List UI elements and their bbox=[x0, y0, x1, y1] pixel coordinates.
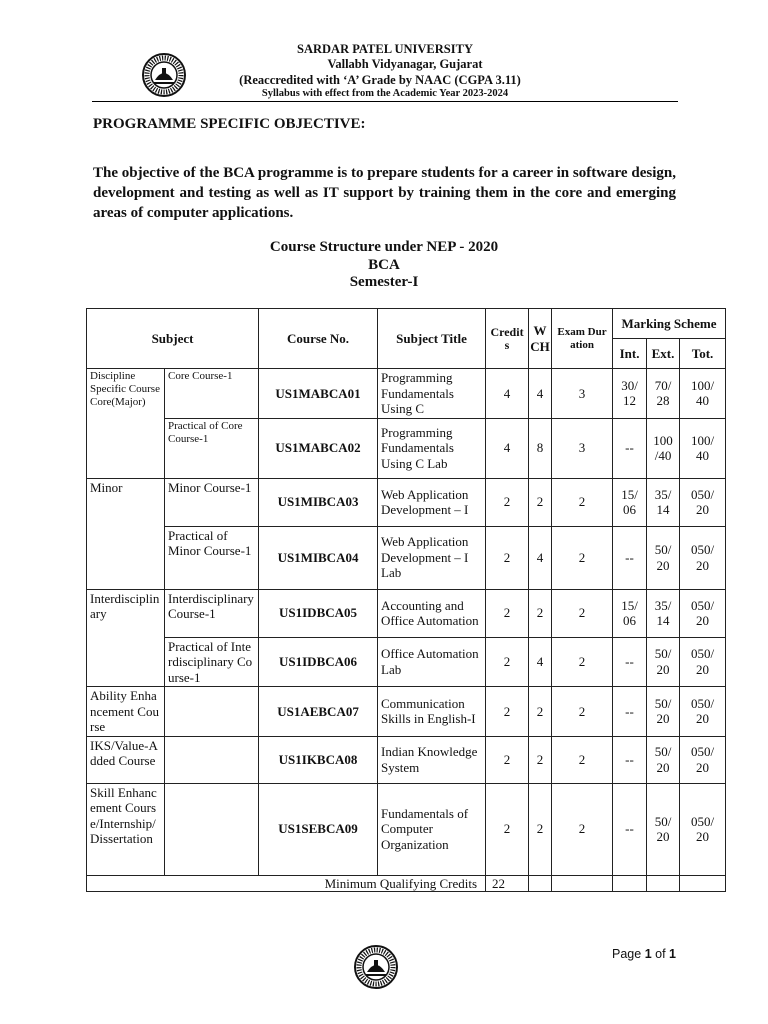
tot-marks: 050/ 20 bbox=[680, 526, 726, 589]
int-marks: -- bbox=[613, 783, 647, 875]
course-type: Core Course-1 bbox=[165, 369, 259, 419]
ext-marks: 100 /40 bbox=[647, 418, 680, 478]
header-subject-title: Subject Title bbox=[378, 309, 486, 369]
course-title: Communication Skills in English-I bbox=[378, 687, 486, 737]
int-marks: -- bbox=[613, 418, 647, 478]
course-code: US1MIBCA03 bbox=[259, 478, 378, 526]
course-type: Minor Course-1 bbox=[165, 478, 259, 526]
page-prefix: Page bbox=[612, 947, 642, 961]
course-type bbox=[165, 687, 259, 737]
objective-paragraph: The objective of the BCA programme is to prepare students for a career in software design, development and testing as well as IT support by training them in the core and emerging areas of computer applications. bbox=[93, 165, 676, 221]
course-code: US1MABCA01 bbox=[259, 369, 378, 419]
page-total: 1 bbox=[669, 947, 676, 961]
page-current: 1 bbox=[644, 947, 652, 961]
exam-duration: 2 bbox=[552, 526, 613, 589]
course-title: Web Application Development – I bbox=[378, 478, 486, 526]
course-title: Programming Fundamentals Using C Lab bbox=[378, 418, 486, 478]
credits: 2 bbox=[486, 687, 529, 737]
semester-label: Semester-I bbox=[349, 274, 419, 290]
int-marks: 30/ 12 bbox=[613, 369, 647, 419]
course-structure-table bbox=[86, 308, 726, 892]
exam-duration: 2 bbox=[552, 637, 613, 687]
table-row bbox=[87, 589, 726, 637]
credits: 4 bbox=[486, 418, 529, 478]
course-title: Office Automation Lab bbox=[378, 637, 486, 687]
ext-marks: 50/ 20 bbox=[647, 783, 680, 875]
wch: 4 bbox=[529, 369, 552, 419]
int-marks: 15/ 06 bbox=[613, 589, 647, 637]
credits: 2 bbox=[486, 589, 529, 637]
group-skill-enhancement: Skill Enhancement Course/Internship/Dissertation bbox=[87, 783, 165, 875]
tot-marks: 050/ 20 bbox=[680, 783, 726, 875]
ext-marks: 50/ 20 bbox=[647, 526, 680, 589]
course-code: US1MABCA02 bbox=[259, 418, 378, 478]
group-dsc-major: Discipline Specific Course Core(Major) bbox=[87, 369, 165, 479]
tot-marks: 050/ 20 bbox=[680, 589, 726, 637]
credits: 2 bbox=[486, 637, 529, 687]
wch: 2 bbox=[529, 687, 552, 737]
min-credits-value: 22 bbox=[486, 875, 529, 892]
wch: 4 bbox=[529, 637, 552, 687]
credits: 2 bbox=[486, 736, 529, 783]
ext-marks: 35/ 14 bbox=[647, 589, 680, 637]
tot-marks: 050/ 20 bbox=[680, 637, 726, 687]
course-code: US1AEBCA07 bbox=[259, 687, 378, 737]
exam-duration: 3 bbox=[552, 369, 613, 419]
course-code: US1IDBCA05 bbox=[259, 589, 378, 637]
course-type bbox=[165, 736, 259, 783]
course-code: US1MIBCA04 bbox=[259, 526, 378, 589]
university-location: Vallabh Vidyanagar, Gujarat bbox=[327, 57, 483, 71]
exam-duration: 2 bbox=[552, 783, 613, 875]
exam-duration: 3 bbox=[552, 418, 613, 478]
table-row bbox=[87, 736, 726, 783]
course-structure-title: Course Structure under NEP - 2020 bbox=[269, 239, 499, 255]
tot-marks: 050/ 20 bbox=[680, 687, 726, 737]
table-footer-row bbox=[87, 875, 726, 892]
header-int: Int. bbox=[613, 339, 647, 369]
tot-marks: 050/ 20 bbox=[680, 736, 726, 783]
course-type: Practical of Interdisciplinary Course-1 bbox=[165, 637, 259, 687]
int-marks: -- bbox=[613, 637, 647, 687]
table-row bbox=[87, 783, 726, 875]
course-type bbox=[165, 783, 259, 875]
university-name: SARDAR PATEL UNIVERSITY bbox=[297, 42, 473, 56]
course-type: Interdisciplinary Course-1 bbox=[165, 589, 259, 637]
wch: 4 bbox=[529, 526, 552, 589]
course-title: Accounting and Office Automation bbox=[378, 589, 486, 637]
course-code: US1SEBCA09 bbox=[259, 783, 378, 875]
header-subject: Subject bbox=[87, 309, 259, 369]
int-marks: -- bbox=[613, 687, 647, 737]
ext-marks: 50/ 20 bbox=[647, 736, 680, 783]
exam-duration: 2 bbox=[552, 478, 613, 526]
course-type: Practical of Core Course-1 bbox=[165, 418, 259, 478]
group-iks-value-added: IKS/Value-Added Course bbox=[87, 736, 165, 783]
course-title: Fundamentals of Computer Organization bbox=[378, 783, 486, 875]
ext-marks: 50/ 20 bbox=[647, 687, 680, 737]
accreditation-line: (Reaccredited with ‘A’ Grade by NAAC (CGPA 3.11) bbox=[239, 73, 521, 87]
course-code: US1IDBCA06 bbox=[259, 637, 378, 687]
table-row bbox=[87, 478, 726, 526]
credits: 2 bbox=[486, 478, 529, 526]
int-marks: -- bbox=[613, 736, 647, 783]
header-course-no: Course No. bbox=[259, 309, 378, 369]
header-rule bbox=[92, 101, 678, 102]
credits: 4 bbox=[486, 369, 529, 419]
page-number bbox=[612, 947, 676, 961]
course-type: Practical of Minor Course-1 bbox=[165, 526, 259, 589]
credits: 2 bbox=[486, 526, 529, 589]
table-row bbox=[87, 687, 726, 737]
header-tot: Tot. bbox=[680, 339, 726, 369]
page-of: of bbox=[655, 947, 666, 961]
table-row bbox=[87, 369, 726, 419]
table-row bbox=[87, 418, 726, 478]
ext-marks: 35/ 14 bbox=[647, 478, 680, 526]
course-title: Programming Fundamentals Using C bbox=[378, 369, 486, 419]
tot-marks: 100/ 40 bbox=[680, 369, 726, 419]
wch: 2 bbox=[529, 736, 552, 783]
header-credits: Credits bbox=[486, 309, 529, 369]
wch: 8 bbox=[529, 418, 552, 478]
program-name: BCA bbox=[368, 257, 400, 273]
course-title: Indian Knowledge System bbox=[378, 736, 486, 783]
course-code: US1IKBCA08 bbox=[259, 736, 378, 783]
table-row bbox=[87, 526, 726, 589]
wch: 2 bbox=[529, 589, 552, 637]
course-title: Web Application Development – I Lab bbox=[378, 526, 486, 589]
ext-marks: 70/ 28 bbox=[647, 369, 680, 419]
exam-duration: 2 bbox=[552, 589, 613, 637]
header-wch: WCH bbox=[529, 309, 552, 369]
footer-university-logo bbox=[353, 944, 399, 990]
header-ext: Ext. bbox=[647, 339, 680, 369]
int-marks: -- bbox=[613, 526, 647, 589]
credits: 2 bbox=[486, 783, 529, 875]
group-minor: Minor bbox=[87, 478, 165, 589]
group-ability-enhancement: Ability Enhancement Course bbox=[87, 687, 165, 737]
syllabus-line: Syllabus with effect from the Academic Year 2023-2024 bbox=[261, 88, 509, 99]
wch: 2 bbox=[529, 783, 552, 875]
wch: 2 bbox=[529, 478, 552, 526]
exam-duration: 2 bbox=[552, 687, 613, 737]
group-interdisciplinary: Interdisciplinary bbox=[87, 589, 165, 687]
min-credits-label: Minimum Qualifying Credits bbox=[87, 875, 486, 892]
header-marking-scheme: Marking Scheme bbox=[613, 309, 726, 339]
university-logo bbox=[141, 52, 187, 98]
tot-marks: 050/ 20 bbox=[680, 478, 726, 526]
header-exam-duration: Exam Duration bbox=[552, 309, 613, 369]
ext-marks: 50/ 20 bbox=[647, 637, 680, 687]
exam-duration: 2 bbox=[552, 736, 613, 783]
table-row bbox=[87, 637, 726, 687]
pso-heading: PROGRAMME SPECIFIC OBJECTIVE: bbox=[93, 116, 366, 132]
tot-marks: 100/ 40 bbox=[680, 418, 726, 478]
int-marks: 15/ 06 bbox=[613, 478, 647, 526]
